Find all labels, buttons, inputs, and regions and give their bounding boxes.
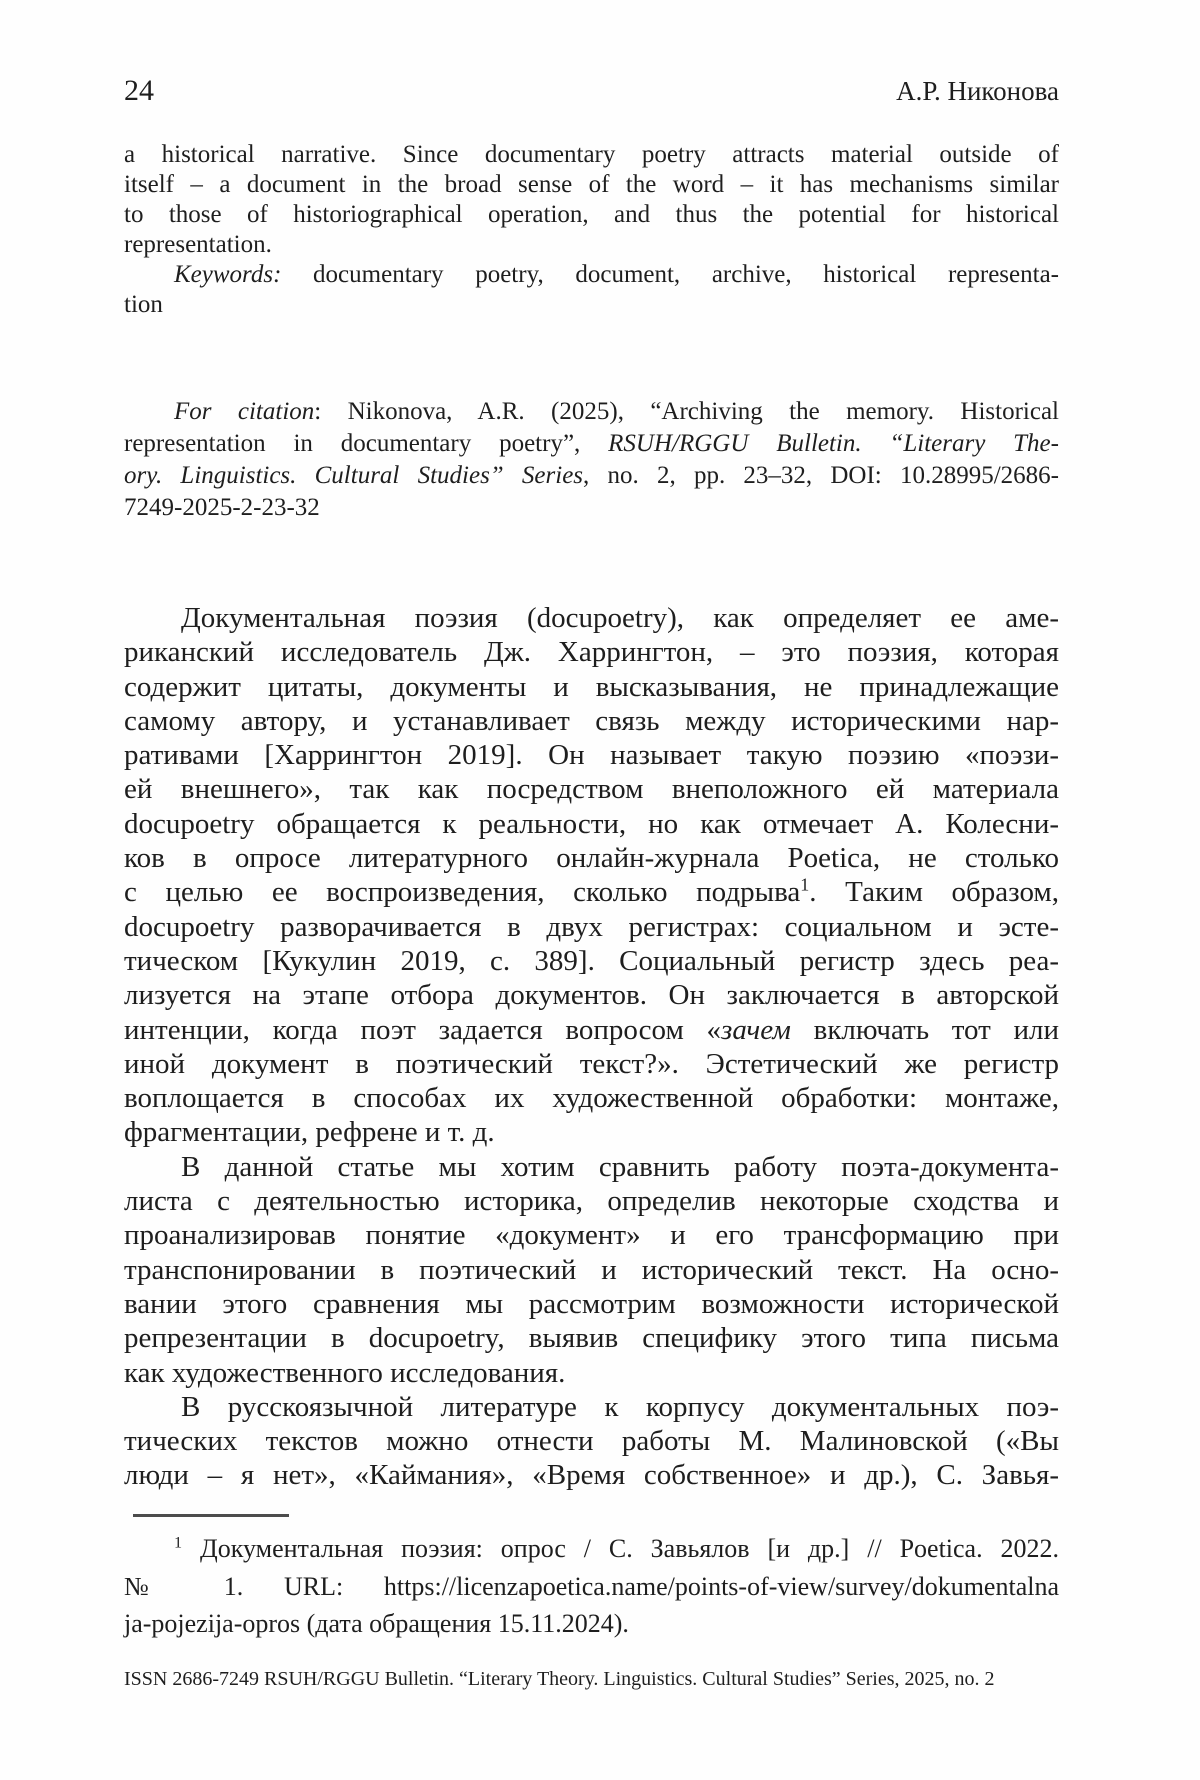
text-line: docupoetry разворачивается в двух регистрах: социальном и эсте- (124, 910, 1059, 943)
text-line: тических текстов можно отнести работы М. Малиновской («Вы (124, 1425, 1059, 1458)
text-line: ей внешнего», так как посредством внеположного ей материала (124, 773, 1059, 806)
text-line: docupoetry обращается к реальности, но как отмечает А. Колесни- (124, 807, 1059, 840)
text-line: тическом [Кукулин 2019, с. 389]. Социальный регистр здесь реа- (124, 944, 1059, 977)
text-line: с целью ее воспроизведения, сколько подрыва$^1$. Таким образом, (124, 874, 1059, 909)
paragraph (124, 1150, 1059, 1390)
text-line: itself – a document in the broad sense of the word – it has mechanisms similar (124, 171, 1059, 198)
text-line: В русскоязычной литературе к корпусу документальных поэ- (181, 1390, 1059, 1423)
text-line: содержит цитаты, документы и высказывания, не принадлежащие (124, 670, 1059, 703)
paragraph (124, 140, 1059, 260)
text-line: люди – я нет», «Каймания», «Время собственное» и др.), С. Завья- (124, 1459, 1059, 1492)
text-line: Документальная поэзия (docupoetry), как определяет ее аме- (181, 602, 1059, 634)
text-line: как художественного исследования. (124, 1356, 566, 1389)
text-line: to those of historiographical operation, and thus the potential for historical (124, 201, 1059, 228)
paragraph (124, 396, 1059, 524)
text-line: самому автору, и устанавливает связь между историческими нар- (124, 704, 1059, 737)
paragraph (124, 260, 1059, 320)
text-line: фрагментации, рефрене и т. д. (124, 1116, 495, 1149)
text-line: Keywords: documentary poetry, document, archive, historical representa- (174, 261, 1059, 288)
for-citation-block (124, 396, 1059, 524)
footnote-separator (133, 1514, 289, 1517)
footnote-section (124, 1530, 1059, 1643)
text-line: ory. Linguistics. Cultural Studies” Series, no. 2, pp. 23–32, DOI: 10.28995/2686- (124, 462, 1059, 489)
text-line: № 1. URL: https://licenzapoetica.name/points-of-view/survey/dokumentalna (124, 1571, 1059, 1601)
text-line: лизуется на этапе отбора документов. Он заключается в авторской (124, 979, 1059, 1012)
article-body (124, 601, 1059, 1493)
paragraph (124, 601, 1059, 1150)
text-line: вании этого сравнения мы рассмотрим возможности исторической (124, 1287, 1059, 1320)
text-line: транспонировании в поэтический и исторический текст. На осно- (124, 1253, 1059, 1286)
text-line: иной документ в поэтический текст?». Эстетический же регистр (124, 1047, 1059, 1080)
text-line: интенции, когда поэт задается вопросом «зачем включать тот или (124, 1013, 1060, 1046)
paragraph (124, 1390, 1059, 1493)
text-line: В данной статье мы хотим сравнить работу поэта-документа- (181, 1150, 1059, 1183)
text-line: 7249-2025-2-23-32 (124, 494, 320, 521)
paragraph (124, 1530, 1059, 1643)
text-line: ративами [Харрингтон 2019]. Он называет такую поэзию «поэзи- (124, 739, 1059, 772)
text-line: representation in documentary poetry”, RSUH/RGGU Bulletin. “Literary The- (124, 430, 1059, 457)
journal-footer: ISSN 2686-7249 RSUH/RGGU Bulletin. “Literary Theory. Linguistics. Cultural Studies” Series, 2025, no. 2 (124, 1668, 995, 1690)
abstract-section (124, 140, 1059, 320)
text-line: ков в опросе литературного онлайн-журнала Poetica, не столько (124, 842, 1059, 875)
text-line: $^1$ Документальная поэзия: опрос / С. Завьялов [и др.] // Poetica. 2022. (174, 1534, 1059, 1563)
text-line: риканский исследователь Дж. Харрингтон, – это поэзия, которая (124, 636, 1059, 669)
running-head-author: А.Р. Никонова (896, 76, 1059, 106)
text-line: проанализировав понятие «документ» и его трансформацию при (124, 1219, 1059, 1252)
running-header (124, 74, 1059, 108)
text-line: листа с деятельностью историка, определив некоторые сходства и (124, 1185, 1059, 1218)
text-line: For citation: Nikonova, A.R. (2025), “Archiving the memory. Historical (174, 398, 1059, 425)
text-line: репрезентации в docupoetry, выявив специфику этого типа письма (124, 1322, 1059, 1355)
text-line: representation. (124, 231, 272, 258)
text-line: ja-pojezija-opros (дата обращения 15.11.2024). (124, 1609, 629, 1638)
text-line: tion (124, 291, 163, 318)
page-number: 24 (124, 74, 154, 107)
text-line: a historical narrative. Since documentary poetry attracts material outside of (124, 141, 1059, 168)
text-line: воплощается в способах их художественной обработки: монтаже, (124, 1082, 1059, 1115)
